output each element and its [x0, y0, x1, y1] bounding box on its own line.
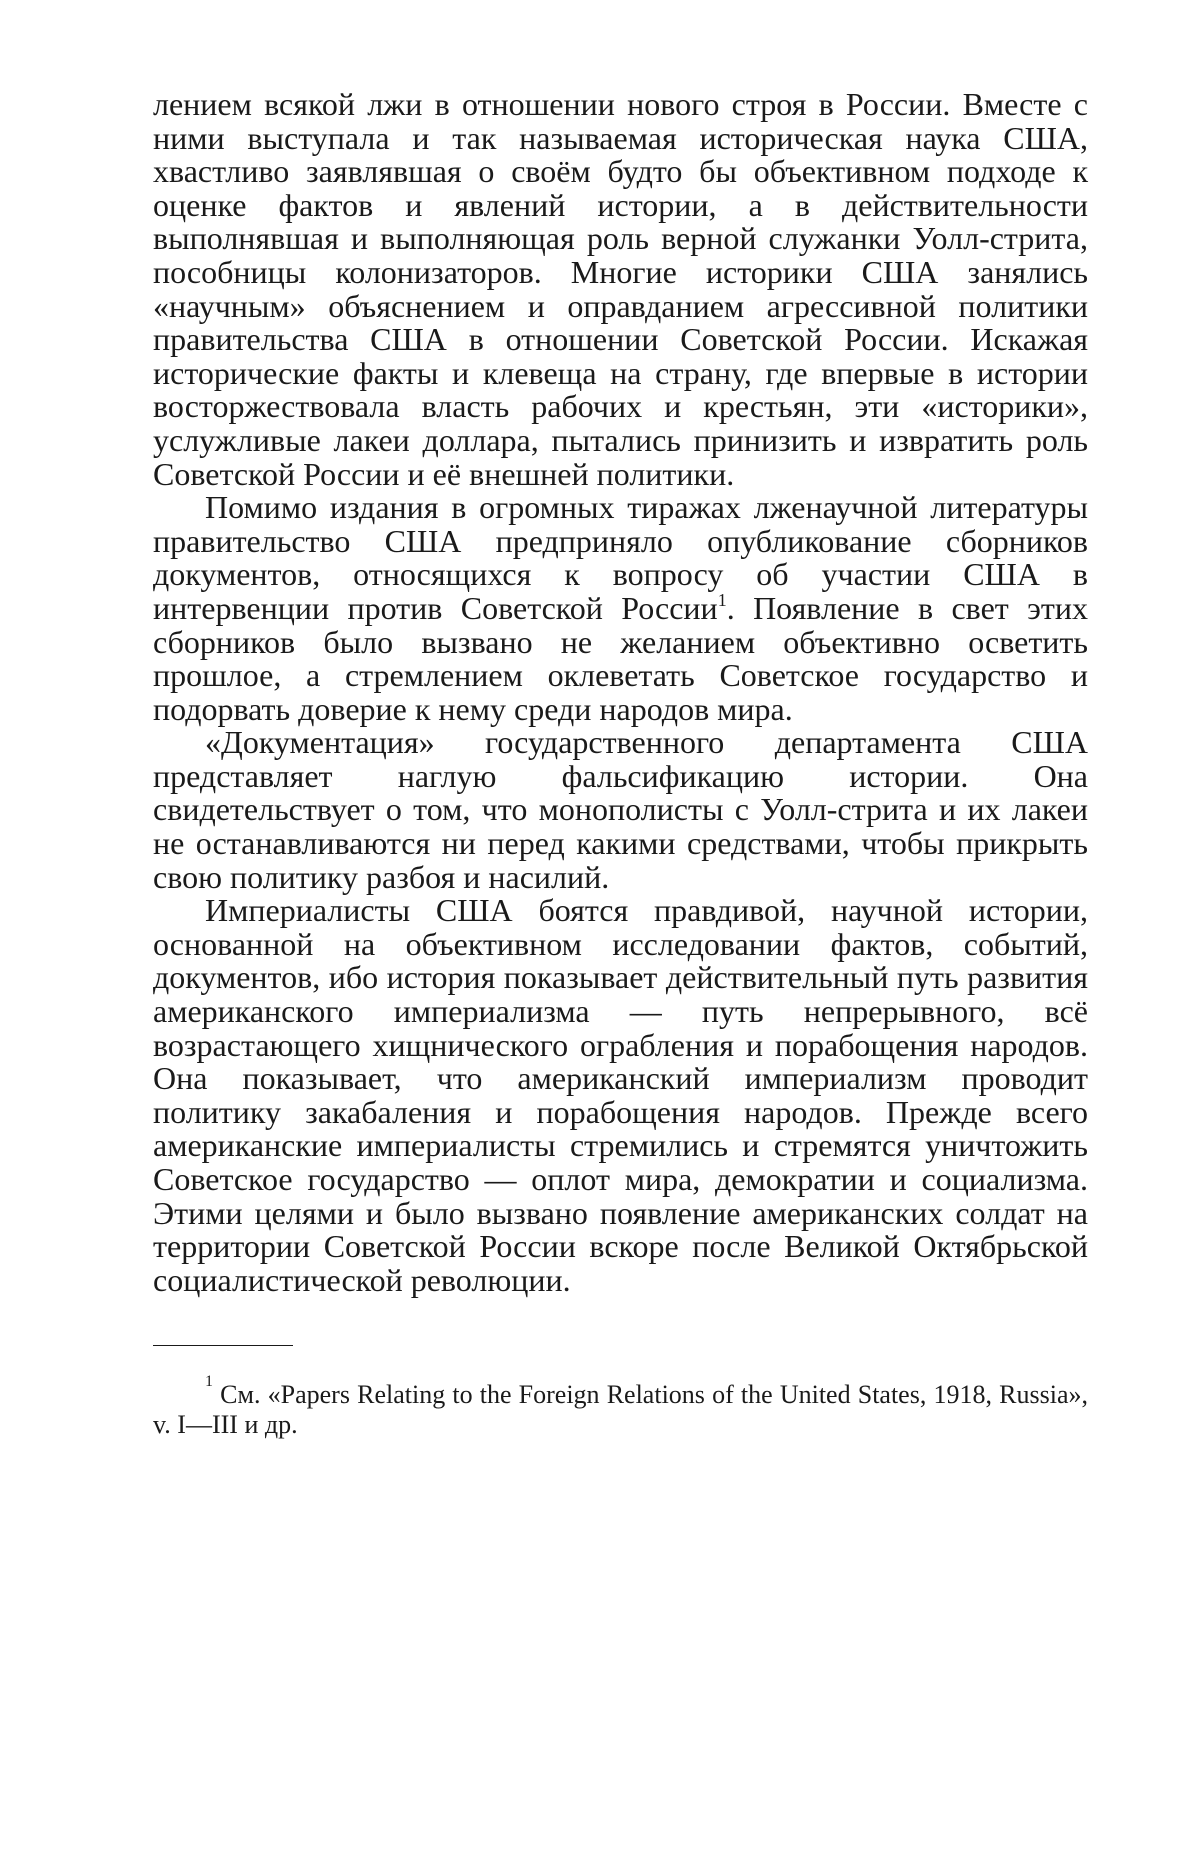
paragraph-2-text: Помимо издания в огромных тиражах лженаучной литературы правительство США предприняло опубликование сборников документов, относящихся к вопросу об участии США в интервенции против Советской России [153, 489, 1088, 626]
paragraph-4-text: Империалисты США боятся правдивой, научной истории, основанной на объективном исследовании фактов, событий, документов, ибо история показывает действительный путь развития американского империализма — путь непрерывного, всё возрастающего хищнического ограбления и порабощения народов. Она показывает, что американский империализм проводит политику закабаления и порабощения народов. Прежде всего американские империалисты стремились и стремятся уничтожить Советское государство — оплот мира, демократии и социализма. Этими целями и было вызвано появление американских солдат на территории Советской России вскоре после Великой Октябрьской социалистической революции. [153, 892, 1088, 1298]
paragraph-4 [153, 894, 1088, 1297]
footnote-divider [153, 1345, 293, 1346]
paragraph-3-text: «Документация» государственного департамента США представляет наглую фальсификацию истории. Она свидетельствует о том, что монополисты с Уолл-стрита и их лакеи не останавливаются ни перед какими средствами, чтобы прикрыть свою политику разбоя и насилий. [153, 724, 1088, 895]
paragraph-2-text-after: . Появление в свет этих сборников было вызвано не желанием объективно осветить прошлое, а стремлением оклеветать Советское государство и подорвать доверие к нему среди народов мира. [153, 589, 1089, 727]
book-page [153, 88, 1088, 1440]
footnote-reference[interactable]: 1 [717, 589, 727, 610]
paragraph-1-text: лением всякой лжи в отношении нового строя в России. Вместе с ними выступала и так называемая историческая наука США, хвастливо заявлявшая о своём будто бы объективном подходе к оценке фактов и явлений истории, а в действительности выполнявшая и выполняющая роль верной служанки Уолл-стрита, пособницы колонизаторов. Многие историки США занялись «научным» объяснением и оправданием агрессивной политики правительства США в отношении Советской России. Искажая исторические факты и клевеща на страну, где впервые в истории восторжествовала власть рабочих и крестьян, эти «историки», услужливые лакеи доллара, пытались принизить и извратить роль Советской России и её внешней политики. [153, 86, 1088, 492]
footnote [153, 1372, 1089, 1440]
paragraph-2 [153, 491, 1088, 726]
footnote-text: См. «Papers Relating to the Foreign Relations of the United States, 1918, Russia», v. I—III и др. [153, 1380, 1089, 1440]
footnote-marker: 1 [205, 1372, 213, 1390]
paragraph-3 [153, 726, 1088, 894]
paragraph-1 [153, 88, 1088, 491]
